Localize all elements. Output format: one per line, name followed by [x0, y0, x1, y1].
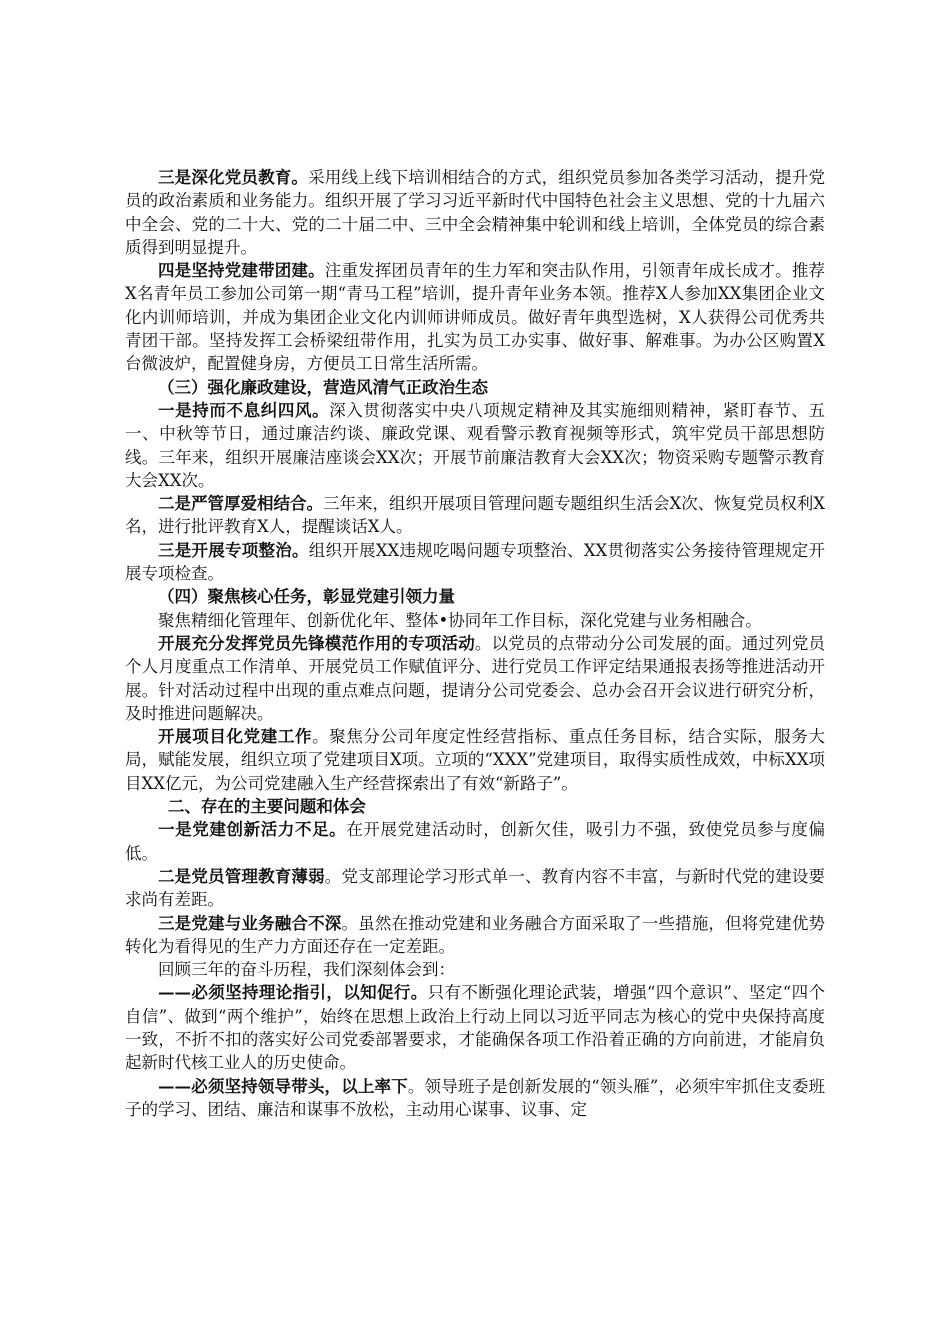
- paragraph-text: 三年来，组织开展项目管理问题专题组织生活会X次、恢复党员权利X名，进行批评教育X人，提醒谈话X人。: [125, 494, 825, 537]
- paragraph-lead: 三是党建与业务融合不深: [158, 913, 342, 933]
- paragraph-lead: ——必须坚持理论指引，以知促行。: [158, 983, 428, 1003]
- paragraph-lead: 一是党建创新活力不足。: [158, 820, 347, 840]
- paragraph-lead: 开展充分发挥党员先锋模范作用的专项活动: [158, 633, 475, 653]
- paragraph-text: 。以党员的点带动分公司发展的面。通过列党员个人月度重点工作清单、开展党员工作赋值评分、进行党员工作评定结果通报表扬等推进活动开展。针对活动过程中出现的重点难点问题，提请分公司党委会、总办会召开会议进行研究分析，及时推进问题解决。: [125, 633, 826, 723]
- paragraph-party-education: [125, 166, 825, 259]
- document-body: [125, 166, 825, 1121]
- paragraph-vanguard-activity: [125, 632, 825, 725]
- paragraph-leadership-example: [125, 1075, 825, 1122]
- paragraph-text: 深入贯彻落实中央八项规定精神及其实施细则精神，紧盯春节、五一、中秋等节日，通过廉洁约谈、廉政党课、观看警示教育视频等形式，筑牢党员干部思想防线。三年来，组织开展廉洁座谈会XX次；开展节前廉洁教育大会XX次；物资采购专题警示教育大会XX次。: [125, 400, 826, 490]
- paragraph-lead: ——必须坚持领导带头，以上率下: [158, 1076, 408, 1096]
- section-heading-core-tasks: （四）聚焦核心任务，彰显党建引领力量: [158, 587, 455, 607]
- paragraph-integration-problem: [125, 912, 825, 959]
- paragraph-lead: 二是严管厚爱相结合。: [158, 494, 323, 514]
- paragraph-text: 。领导班子是创新发展的“领头雁”，必须牢牢抓住支委班子的学习、团结、廉洁和谋事不放松，主动用心谋事、议事、定: [125, 1076, 826, 1119]
- paragraph-lead: 开展项目化党建工作: [158, 727, 313, 747]
- paragraph-lead: 一是持而不息纠四风。: [158, 400, 330, 420]
- paragraph-text: 。虽然在推动党建和业务融合方面采取了一些措施，但将党建优势转化为看得见的生产力方面还存在一定差距。: [125, 913, 826, 956]
- paragraph-lead: 四是坚持党建带团建。: [158, 261, 325, 281]
- paragraph-text: 组织开展XX违规吃喝问题专项整治、XX贯彻落实公务接待管理规定开展专项检查。: [125, 540, 825, 584]
- paragraph-four-winds: [125, 399, 825, 492]
- paragraph-innovation-problem: [125, 818, 825, 865]
- section-heading-problems: 二、存在的主要问题和体会: [167, 797, 366, 817]
- paragraph-education-problem: [125, 865, 825, 912]
- paragraph-text: 。党支部理论学习形式单一、教育内容不丰富，与新时代党的建设要求尚有差距。: [125, 866, 826, 910]
- paragraph-text: 采用线上线下培训相结合的方式，组织党员参加各类学习活动，提升党员的政治素质和业务能力。组织开展了学习习近平新时代中国特色社会主义思想、党的十九届六中全会、党的二十大、党的二十届二中、三中全会精神集中轮训和线上培训，全体党员的综合素质得到明显提升。: [125, 168, 826, 257]
- paragraph-text: 在开展党建活动时，创新欠佳，吸引力不强，致使党员参与度偏低。: [125, 820, 826, 863]
- paragraph-text: 注重发挥团员青年的生力军和突击队作用，引领青年成长成才。推荐X名青年员工参加公司第一期“青马工程”培训，提升青年业务本领。推荐X人参加XX集团企业文化内训师培训，并成为集团企业文化内训师讲师成员。做好青年典型选树，X人获得公司优秀共青团干部。坚持发挥工会桥梁纽带作用，扎实为员工办实事、做好事、解难事。为办公区购置X台微波炉，配置健身房，方便员工日常生活所需。: [125, 261, 826, 374]
- paragraph-work-goals: 聚焦精细化管理年、创新优化年、整体•协同年工作目标，深化党建与业务相融合。: [158, 610, 762, 630]
- paragraph-lead: 三是开展专项整治。: [158, 540, 309, 560]
- paragraph-review-intro: 回顾三年的奋斗历程，我们深刻体会到：: [158, 960, 455, 980]
- paragraph-theory-guidance: [125, 981, 825, 1074]
- paragraph-text: 只有不断强化理论武装，增强“四个意识”、坚定“四个自信”、做到“两个维护”，始终在思想上政治上行动上同以习近平同志为核心的党中央保持高度一致，不折不扣的落实好公司党委部署要求，才能确保各项工作沿着正确的方向前进，才能肩负起新时代核工业人的历史使命。: [125, 983, 826, 1073]
- paragraph-lead: 二是党员管理教育薄弱: [158, 866, 325, 886]
- paragraph-strict-management: [125, 492, 825, 539]
- paragraph-project-party-building: [125, 725, 825, 795]
- paragraph-lead: 三是深化党员教育。: [158, 168, 309, 187]
- paragraph-special-rectification: [125, 539, 825, 586]
- paragraph-text: 。聚焦分公司年度定性经营指标、重点任务目标，结合实际，服务大局，赋能发展，组织立项了党建项目X项。立项的“XXX”党建项目，取得实质性成效，中标XX项目XX亿元，为公司党建融入生产经营探索出了有效“新路子”。: [125, 727, 826, 793]
- paragraph-youth-league: [125, 259, 825, 375]
- section-heading-integrity: （三）强化廉政建设，营造风清气正政治生态: [158, 377, 488, 397]
